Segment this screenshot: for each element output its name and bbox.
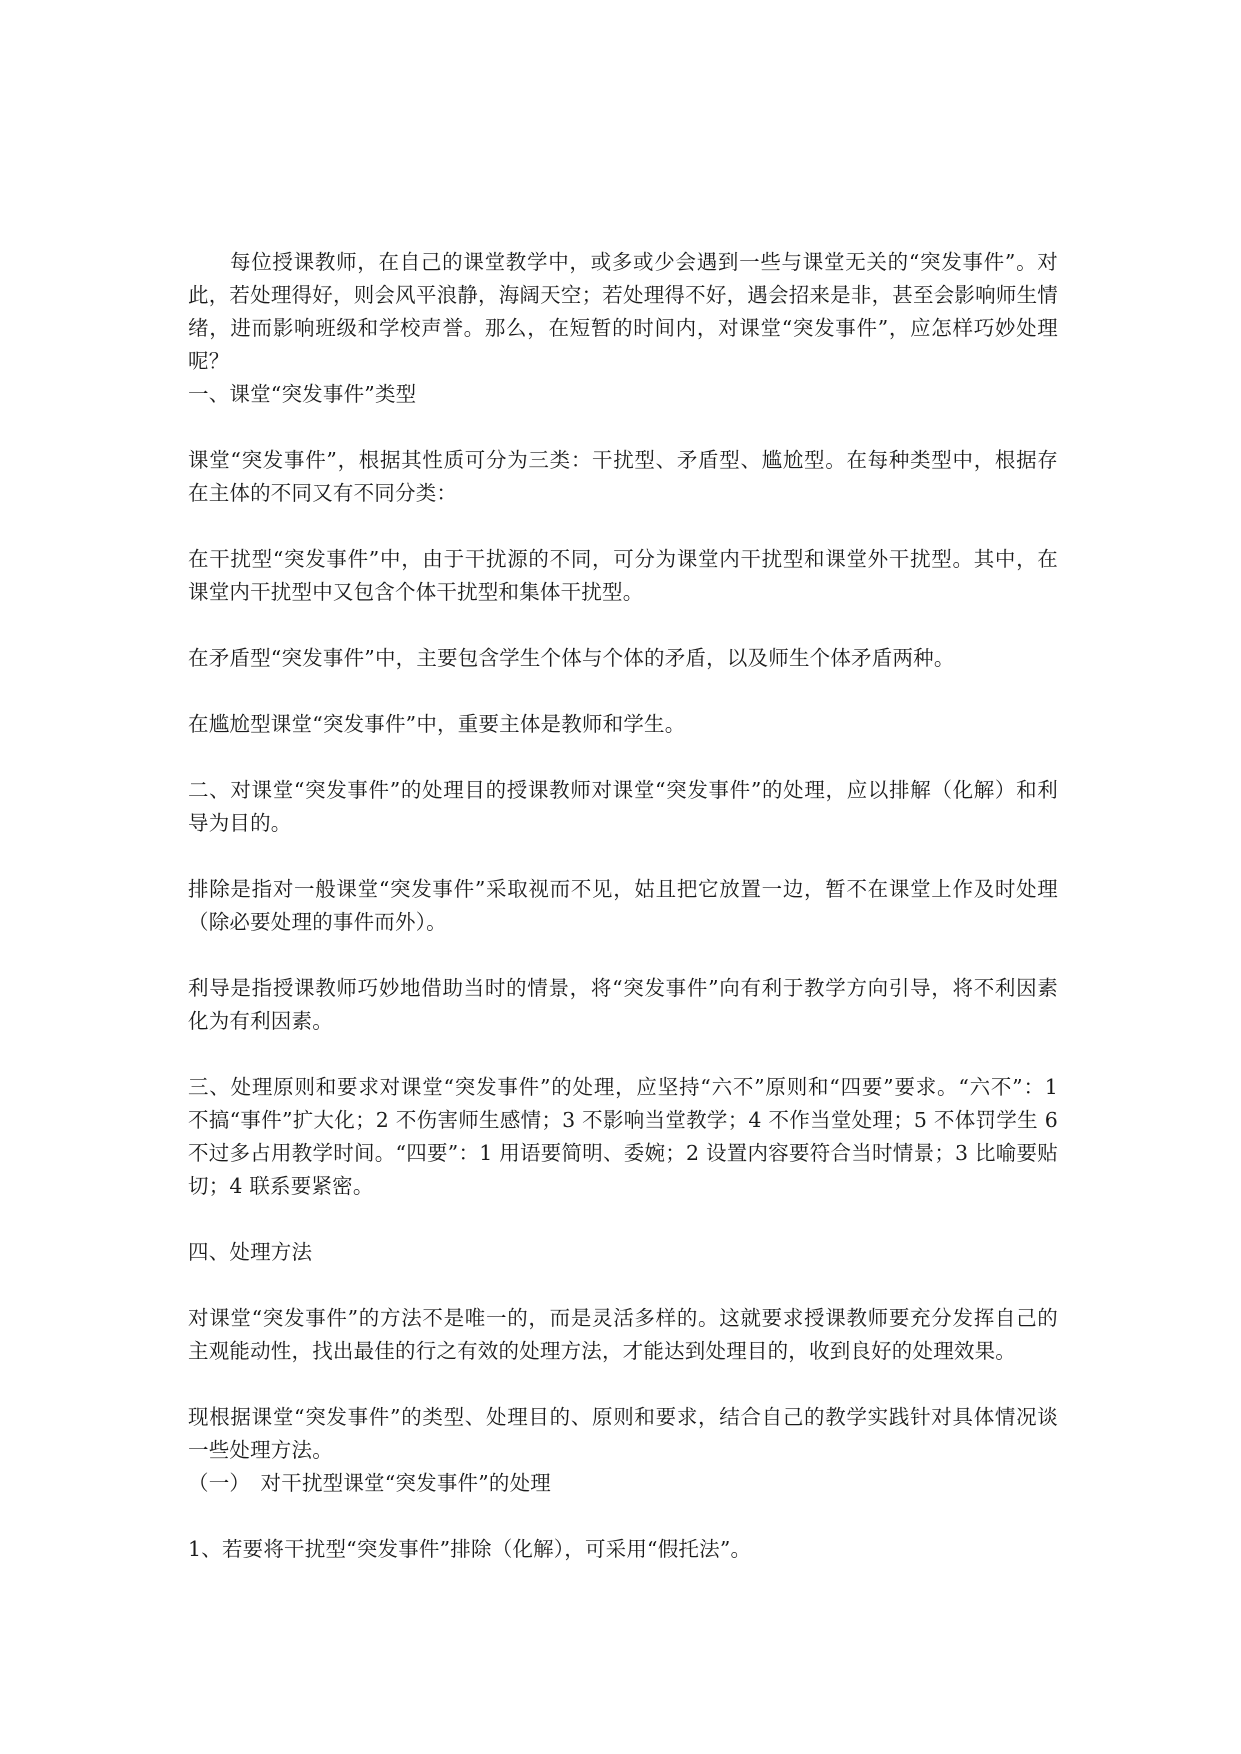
paragraph-pretext-method: 1、若要将干扰型“突发事件”排除（化解），可采用“假托法”。 xyxy=(188,1537,752,1561)
paragraph-gap xyxy=(188,1500,1058,1533)
paragraph-types-overview: 课堂“突发事件”，根据其性质可分为三类：干扰型、矛盾型、尴尬型。在每种类型中，根据存在主体的不同又有不同分类： xyxy=(188,448,1058,505)
subsection-heading-interference: （一） 对干扰型课堂“突发事件”的处理 xyxy=(188,1471,552,1495)
paragraph-gap xyxy=(188,510,1058,543)
paragraph-gap xyxy=(188,675,1058,708)
paragraph-gap xyxy=(188,411,1058,444)
section-heading-purpose: 二、对课堂“突发事件”的处理目的授课教师对课堂“突发事件”的处理，应以排解（化解）和利导为目的。 xyxy=(188,778,1058,835)
paragraph-gap xyxy=(188,741,1058,774)
intro-paragraph: 每位授课教师，在自己的课堂教学中，或多或少会遇到一些与课堂无关的“突发事件”。对此，若处理得好，则会风平浪静，海阔天空；若处理得不好，遇会招来是非，甚至会影响师生情绪，进而影响班级和学校声誉。那么，在短暂的时间内，对课堂“突发事件”，应怎样巧妙处理呢？ xyxy=(188,250,1058,373)
paragraph-awkward-type: 在尴尬型课堂“突发事件”中，重要主体是教师和学生。 xyxy=(188,712,686,736)
paragraph-interference-type: 在干扰型“突发事件”中，由于干扰源的不同，可分为课堂内干扰型和课堂外干扰型。其中，在课堂内干扰型中又包含个体干扰型和集体干扰型。 xyxy=(188,547,1058,604)
paragraph-gap xyxy=(188,1038,1058,1071)
paragraph-elimination: 排除是指对一般课堂“突发事件”采取视而不见，姑且把它放置一边，暂不在课堂上作及时处理（除必要处理的事件而外）。 xyxy=(188,877,1058,934)
section-heading-types: 一、课堂“突发事件”类型 xyxy=(188,382,417,406)
section-heading-principles: 三、处理原则和要求对课堂“突发事件”的处理，应坚持“六不”原则和“四要”要求。“六不”：1 不搞“事件”扩大化；2 不伤害师生感情；3 不影响当堂教学；4 不作当堂处理；5 不体罚学生 6 不过多占用教学时间。“四要”：1 用语要简明、委婉；2 设置内容要符合当时情景；3 比喻要贴切；4 联系要紧密。 xyxy=(188,1075,1058,1198)
paragraph-gap xyxy=(188,1203,1058,1236)
paragraph-gap xyxy=(188,1269,1058,1302)
paragraph-conflict-type: 在矛盾型“突发事件”中，主要包含学生个体与个体的矛盾，以及师生个体矛盾两种。 xyxy=(188,646,955,670)
paragraph-gap xyxy=(188,840,1058,873)
document-body xyxy=(188,246,1058,1566)
paragraph-gap xyxy=(188,939,1058,972)
paragraph-methods-flexible: 对课堂“突发事件”的方法不是唯一的，而是灵活多样的。这就要求授课教师要充分发挥自己的主观能动性，找出最佳的行之有效的处理方法，才能达到处理目的，收到良好的处理效果。 xyxy=(188,1306,1058,1363)
section-heading-methods: 四、处理方法 xyxy=(188,1240,313,1264)
paragraph-methods-intro: 现根据课堂“突发事件”的类型、处理目的、原则和要求，结合自己的教学实践针对具体情况谈一些处理方法。 xyxy=(188,1405,1058,1462)
paragraph-gap xyxy=(188,609,1058,642)
paragraph-guidance: 利导是指授课教师巧妙地借助当时的情景，将“突发事件”向有利于教学方向引导，将不利因素化为有利因素。 xyxy=(188,976,1058,1033)
paragraph-gap xyxy=(188,1368,1058,1401)
